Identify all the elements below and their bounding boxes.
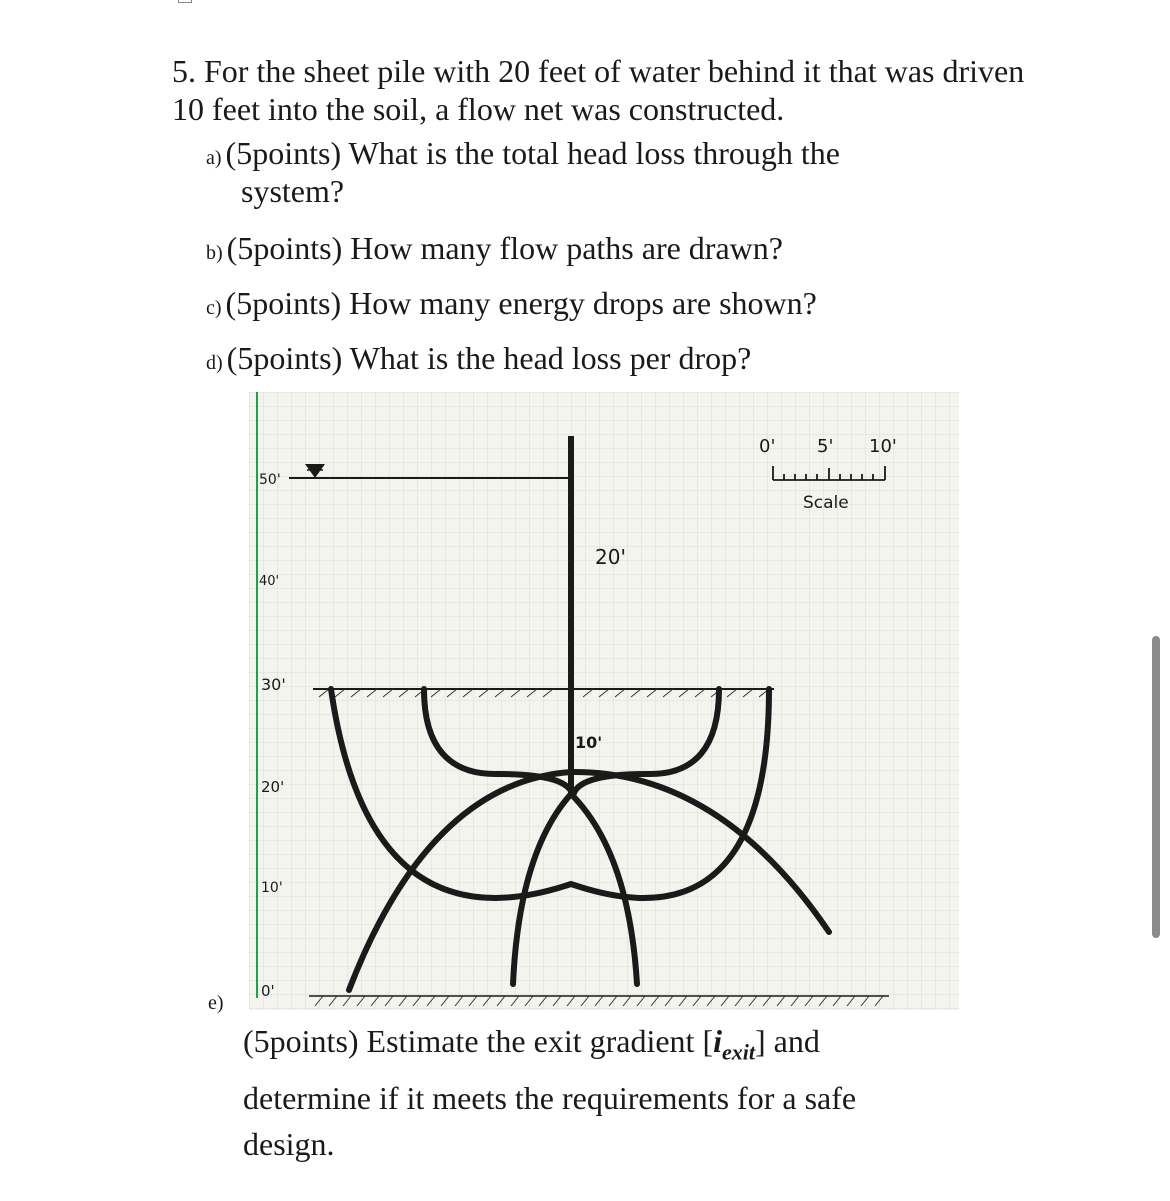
scale-tick-5: 5' (817, 436, 834, 457)
flow-net-figure (249, 392, 959, 1010)
elev-label-30: 30' (261, 675, 286, 694)
scale-tick-0: 0' (759, 436, 776, 457)
part-e-symbol: i (713, 1023, 722, 1059)
elev-label-50: 50' (259, 472, 281, 488)
question-title: 5. For the sheet pile with 20 feet of water behind it that was driven 10 feet into the soil, a flow net was constructed. (172, 53, 1025, 127)
elev-label-10: 10' (261, 880, 283, 896)
part-e-text-after: ] and determine if it meets the requirements for a safe design. (243, 1023, 857, 1163)
part-e-text (243, 1018, 933, 1167)
part-b-text: (5points) How many flow paths are drawn? (226, 230, 783, 266)
part-a-text-continued: system? (241, 173, 345, 209)
water-depth-label: 20' (595, 545, 626, 569)
part-e-text-before: (5points) Estimate the exit gradient [ (243, 1023, 714, 1059)
elev-label-40: 40' (259, 574, 280, 589)
scale-tick-10: 10' (869, 436, 897, 457)
scale-label: Scale (803, 493, 849, 513)
embedment-depth-label: 10' (575, 733, 603, 752)
part-d (206, 339, 751, 382)
part-e-subscript: exit (721, 1039, 755, 1065)
part-d-label: d) (206, 352, 223, 374)
part-a-text: (5points) What is the total head loss through the (225, 135, 840, 171)
part-b-label: b) (206, 242, 223, 264)
vertical-scrollbar[interactable] (1152, 636, 1160, 938)
graph-paper-grid (249, 392, 959, 1010)
part-c-label: c) (206, 297, 222, 319)
page-corner-mark (178, 0, 192, 3)
elev-label-20: 20' (261, 778, 285, 796)
part-e-label: e) (208, 992, 224, 1014)
flow-net-drawing (249, 392, 959, 1010)
part-b (206, 229, 783, 272)
part-d-text: (5points) What is the head loss per drop? (226, 340, 752, 376)
elev-label-0: 0' (261, 982, 275, 1000)
part-c-text: (5points) How many energy drops are shown? (225, 285, 817, 321)
part-c (206, 284, 817, 327)
part-a (206, 134, 840, 177)
part-a-label: a) (206, 147, 222, 169)
